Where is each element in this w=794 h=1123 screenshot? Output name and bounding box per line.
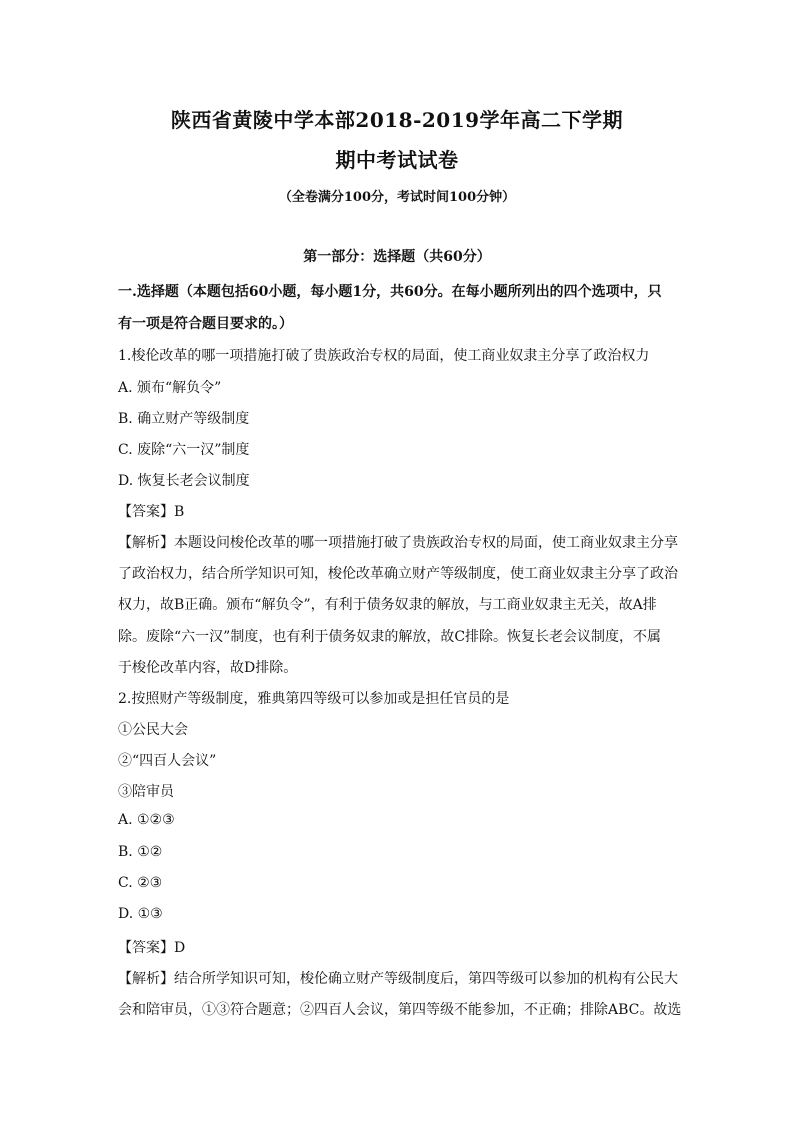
question-2-answer: 【答案】D [118, 940, 186, 956]
question-1-analysis-line: 于梭伦改革内容，故D排除。 [118, 660, 298, 676]
question-2-option-a: A. ①②③ [118, 812, 175, 828]
section-intro-line-2: 有一项是符合题目要求的。） [118, 316, 293, 332]
question-2-option-c: C. ②③ [118, 875, 163, 891]
question-2-analysis-line: 会和陪审员，①③符合题意；②四百人会议，第四等级不能参加，不正确；排除ABC。故选 [118, 1002, 682, 1018]
exam-note: （全卷满分100分，考试时间100分钟） [278, 190, 516, 205]
question-2-option-b: B. ①② [118, 844, 163, 860]
document-subtitle: 期中考试试卷 [335, 148, 459, 172]
question-1-option-b: B. 确立财产等级制度 [118, 411, 250, 427]
question-2-item: ②“四百人会议” [118, 753, 217, 769]
question-1-answer: 【答案】B [118, 504, 185, 520]
question-1-analysis-line: 了政治权力，结合所学知识可知，梭伦改革确立财产等级制度，使工商业奴隶主分享了政治 [118, 566, 678, 582]
question-1-analysis-line: 除。废除“六一汉”制度，也有利于债务奴隶的解放，故C排除。恢复长老会议制度，不属 [118, 629, 662, 645]
question-1-option-d: D. 恢复长老会议制度 [118, 473, 250, 489]
document-title: 陕西省黄陵中学本部2018-2019学年高二下学期 [170, 108, 624, 132]
section-title: 第一部分：选择题（共60分） [303, 249, 491, 265]
question-2-item: ①公民大会 [118, 722, 188, 738]
section-intro-line-1: 一.选择题（本题包括60小题，每小题1分，共60分。在每小题所列出的四个选项中，只 [118, 284, 662, 300]
question-1-analysis-line: 权力，故B正确。颁布“解负令”，有利于债务奴隶的解放，与工商业奴隶主无关，故A排 [118, 597, 657, 613]
question-2-item: ③陪审员 [118, 784, 174, 800]
question-2-stem: 2.按照财产等级制度，雅典第四等级可以参加或是担任官员的是 [118, 691, 510, 707]
question-2-analysis-line: 【解析】结合所学知识可知，梭伦确立财产等级制度后，第四等级可以参加的机构有公民大 [118, 971, 678, 987]
question-1-option-a: A. 颁布“解负令” [118, 380, 222, 396]
question-2-option-d: D. ①③ [118, 906, 163, 922]
question-1-stem: 1.梭伦改革的哪一项措施打破了贵族政治专权的局面，使工商业奴隶主分享了政治权力 [118, 348, 650, 364]
question-1-analysis-line: 【解析】本题设问梭伦改革的哪一项措施打破了贵族政治专权的局面，使工商业奴隶主分享 [118, 535, 678, 551]
question-1-option-c: C. 废除“六一汉”制度 [118, 442, 250, 458]
